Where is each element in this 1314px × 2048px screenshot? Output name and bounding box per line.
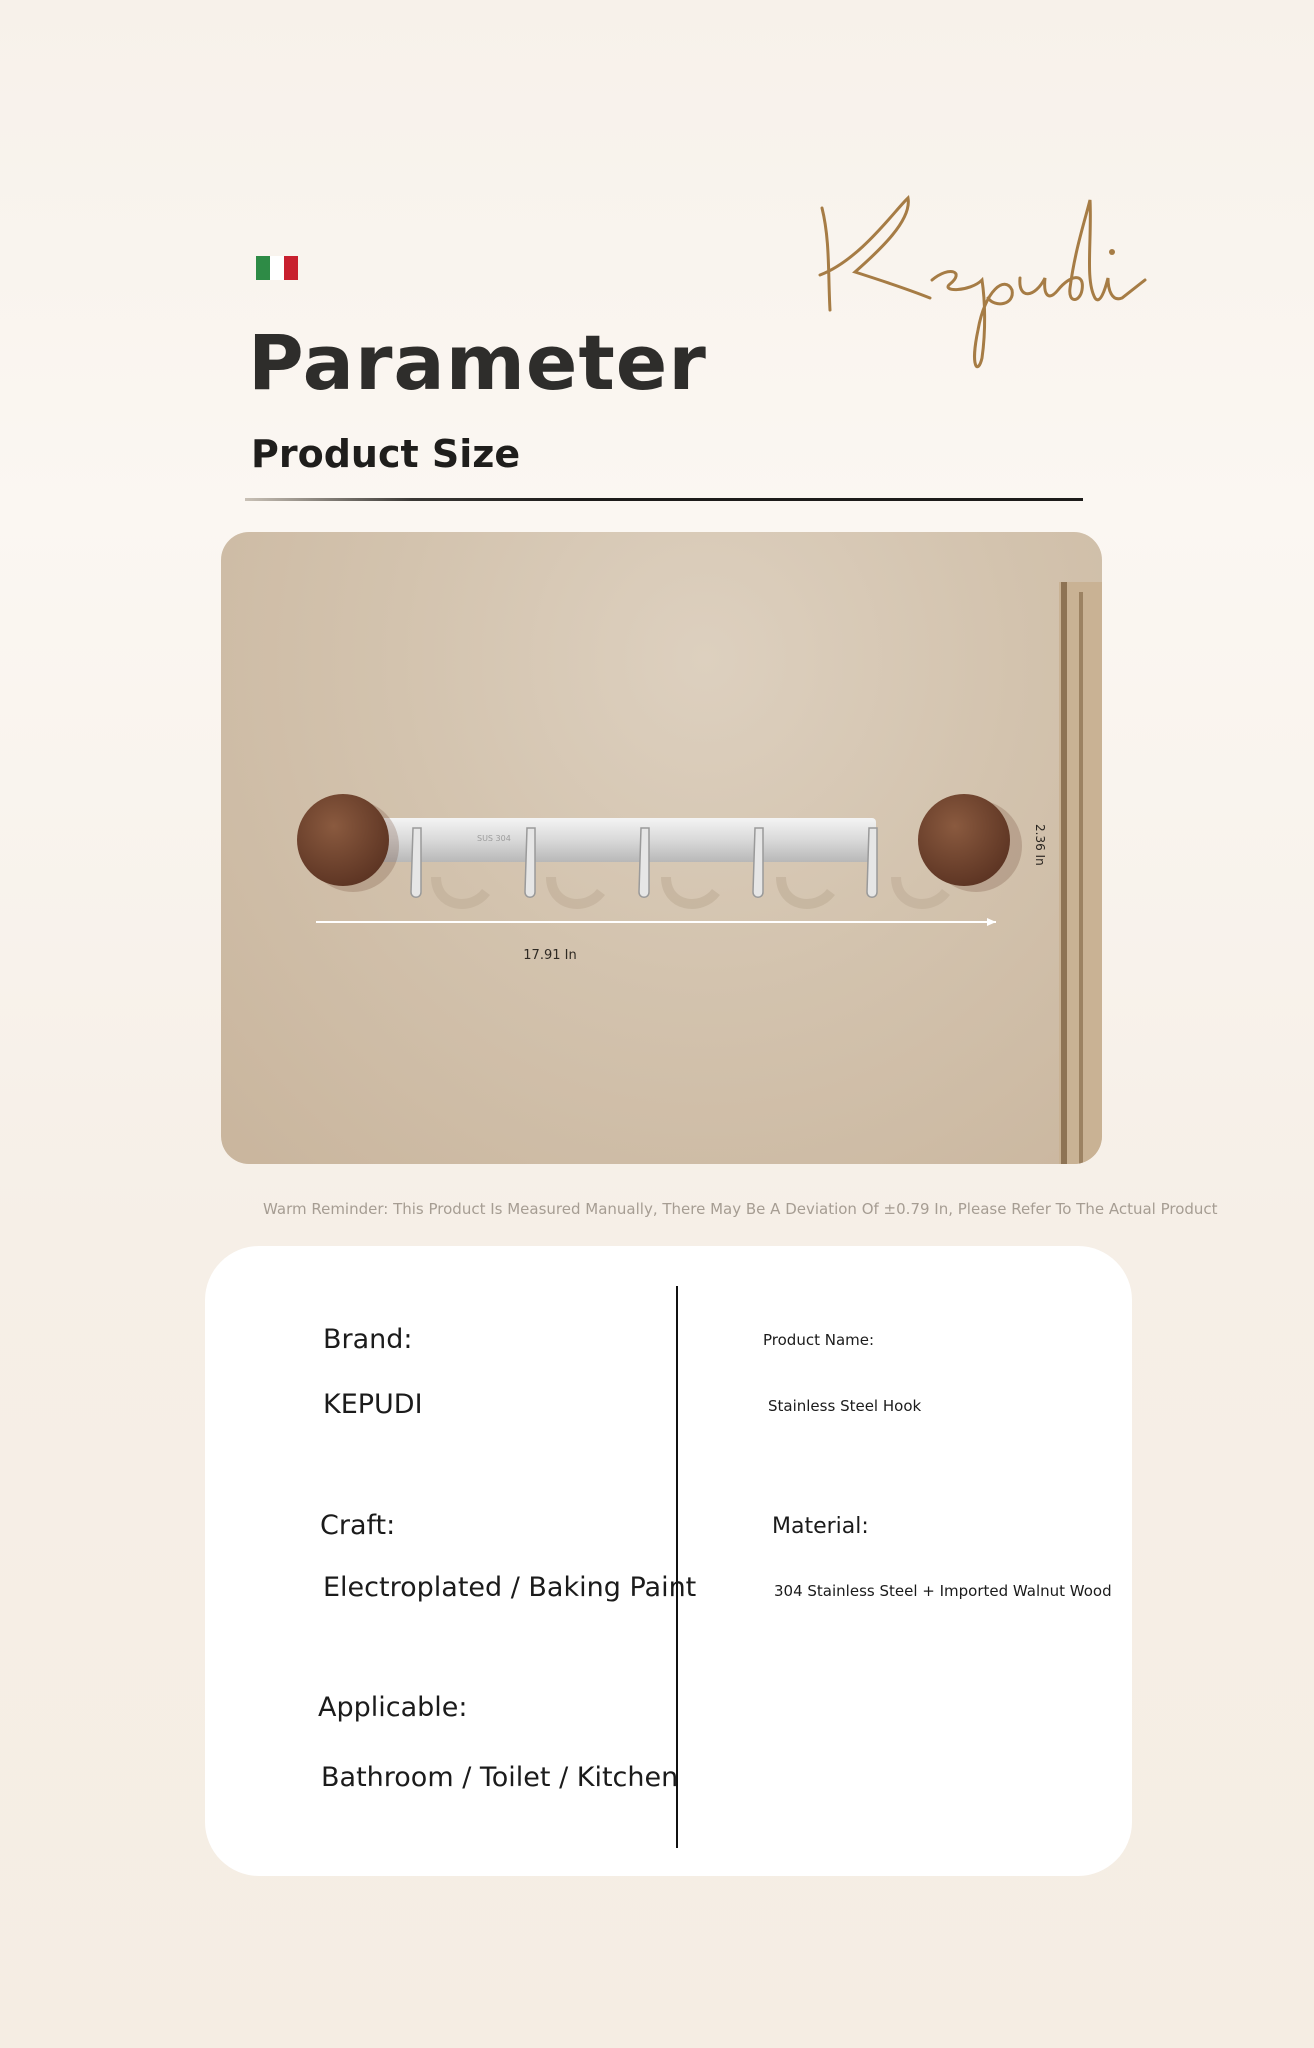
height-dimension-label: 2.36 In	[1033, 824, 1047, 866]
brand-label: Brand:	[323, 1324, 413, 1355]
product-photo	[221, 532, 1102, 1164]
section-title: Product Size	[251, 432, 521, 476]
applicable-value: Bathroom / Toilet / Kitchen	[321, 1762, 679, 1793]
brand-value: KEPUDI	[323, 1389, 423, 1420]
italy-flag-icon	[256, 256, 298, 280]
product-name-label: Product Name:	[763, 1331, 875, 1349]
brand-logo	[800, 180, 1160, 380]
section-divider	[245, 498, 1083, 501]
page-title: Parameter	[248, 318, 707, 407]
applicable-label: Applicable:	[318, 1692, 468, 1723]
material-value: 304 Stainless Steel + Imported Walnut Wood	[774, 1582, 1112, 1600]
product-name-value: Stainless Steel Hook	[768, 1397, 922, 1415]
material-label: Material:	[772, 1514, 869, 1539]
warm-reminder: Warm Reminder: This Product Is Measured Manually, There May Be A Deviation Of ±0.79 In, Please Refer To The Actual Product	[263, 1200, 1218, 1218]
craft-label: Craft:	[320, 1510, 396, 1541]
engraving-text: SUS 304	[477, 834, 511, 843]
width-dimension-label: 17.91 In	[523, 948, 577, 963]
craft-value: Electroplated / Baking Paint	[323, 1572, 697, 1603]
